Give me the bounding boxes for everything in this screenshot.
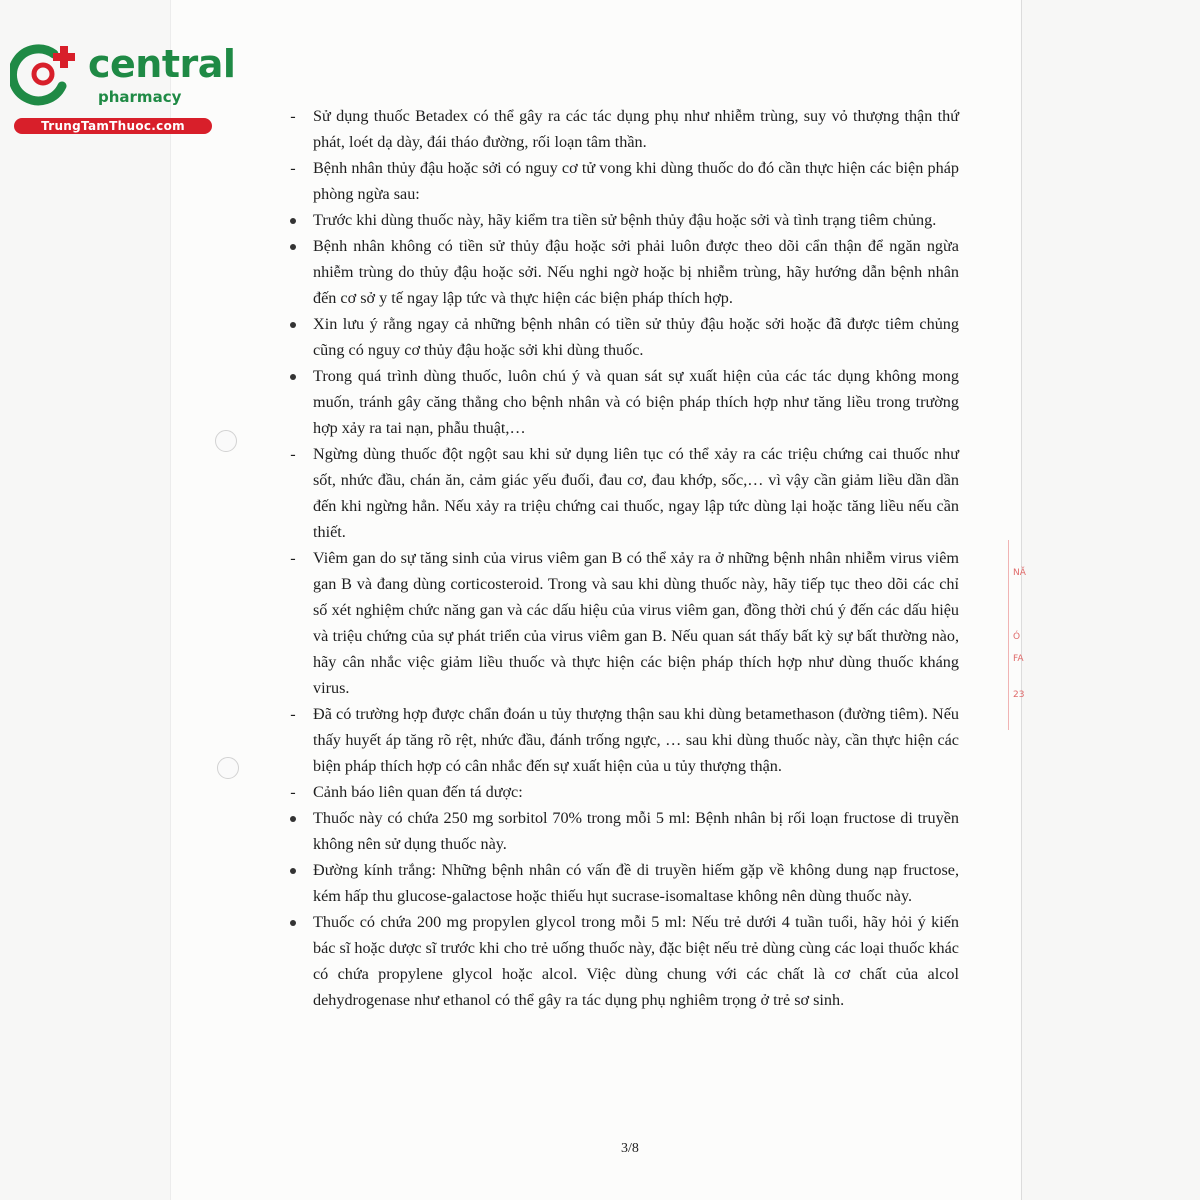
list-item <box>283 701 959 779</box>
bullet-dot-icon <box>290 374 296 380</box>
list-item-text: Đã có trường hợp được chẩn đoán u tủy thượng thận sau khi dùng betamethason (đường tiêm). Nếu thấy huyết áp tăng rõ rệt, nhức đầu, đánh trống ngực, … sau khi dùng thuốc này, cần thực hiện các biện pháp thích hợp có cân nhắc đến sự xuất hiện của u tủy thượng thận. <box>313 705 959 775</box>
list-item-text: Đường kính trắng: Những bệnh nhân có vấn đề di truyền hiếm gặp về không dung nạp fructose, kém hấp thu glucose-galactose hoặc thiếu hụt sucrase-isomaltase không nên dùng thuốc này. <box>313 861 959 905</box>
bullet-marker <box>283 207 303 233</box>
brand-name: central <box>88 42 236 86</box>
document-body <box>283 103 959 1013</box>
dash-marker: - <box>290 783 296 801</box>
list-item <box>283 311 959 363</box>
list-item-text: Bệnh nhân không có tiền sử thủy đậu hoặc sởi phải luôn được theo dõi cẩn thận để ngăn ngừa nhiễm trùng do thủy đậu hoặc sởi. Nếu nghi ngờ hoặc bị nhiễm trùng, hãy hướng dẫn bệnh nhân đến cơ sở y tế ngay lập tức và thực hiện các biện pháp thích hợp. <box>313 237 959 307</box>
list-item-text: Xin lưu ý rằng ngay cả những bệnh nhân có tiền sử thủy đậu hoặc sởi hoặc đã được tiêm chủng cũng có nguy cơ thủy đậu hoặc sởi khi dùng thuốc. <box>313 315 959 359</box>
list-item-text: Trong quá trình dùng thuốc, luôn chú ý và quan sát sự xuất hiện của các tác dụng không mong muốn, tránh gây căng thẳng cho bệnh nhân và có biện pháp thích hợp như tăng liều trong trường hợp xảy ra tai nạn, phẫu thuật,… <box>313 367 959 437</box>
bullet-marker <box>283 363 303 389</box>
bullet-dot-icon <box>290 244 296 250</box>
page-number: 3/8 <box>621 1141 639 1156</box>
bullet-marker <box>283 805 303 831</box>
binder-hole-top <box>215 430 237 452</box>
bullet-dot-icon <box>290 322 296 328</box>
dash-marker: - <box>290 549 296 567</box>
bullet-marker <box>283 909 303 935</box>
pharmacy-cross-logo-icon <box>10 40 80 106</box>
list-item <box>283 909 959 1013</box>
bullet-dot-icon <box>290 218 296 224</box>
list-item-text: Trước khi dùng thuốc này, hãy kiểm tra tiền sử bệnh thủy đậu hoặc sởi và tình trạng tiêm chủng. <box>313 211 937 229</box>
dash-marker: - <box>290 445 296 463</box>
list-item-text: Cảnh báo liên quan đến tá dược: <box>313 783 523 801</box>
binder-hole-bottom <box>217 757 239 779</box>
brand-subtitle: pharmacy <box>98 88 182 106</box>
bullet-marker <box>283 233 303 259</box>
list-item <box>283 207 959 233</box>
list-item <box>283 545 959 701</box>
list-item <box>283 441 959 545</box>
dash-marker: - <box>290 107 296 125</box>
list-item <box>283 103 959 155</box>
list-item-text: Thuốc này có chứa 250 mg sorbitol 70% trong mỗi 5 ml: Bệnh nhân bị rối loạn fructose di truyền không nên sử dụng thuốc này. <box>313 809 959 853</box>
site-url-badge: TrungTamThuoc.com <box>14 118 212 134</box>
list-item-text: Thuốc có chứa 200 mg propylen glycol trong mỗi 5 ml: Nếu trẻ dưới 4 tuần tuổi, hãy hỏi ý kiến bác sĩ hoặc dược sĩ trước khi cho trẻ uống thuốc này, đặc biệt nếu trẻ dùng cùng các loại thuốc khác có chứa propylene glycol hoặc alcol. Việc dùng chung với các chất là cơ chất của alcol dehydrogenase như ethanol có thể gây ra tác dụng phụ nghiêm trọng ở trẻ sơ sinh. <box>313 913 959 1009</box>
dash-marker: - <box>290 159 296 177</box>
dash-marker: - <box>290 705 296 723</box>
list-item <box>283 233 959 311</box>
list-item <box>283 805 959 857</box>
list-item <box>283 779 959 805</box>
list-item <box>283 857 959 909</box>
bullet-dot-icon <box>290 816 296 822</box>
list-item-text: Sử dụng thuốc Betadex có thể gây ra các tác dụng phụ như nhiễm trùng, suy vỏ thượng thận thứ phát, loét dạ dày, đái tháo đường, rối loạn tâm thần. <box>313 107 959 151</box>
bullet-marker <box>283 857 303 883</box>
list-item-text: Viêm gan do sự tăng sinh của virus viêm gan B có thể xảy ra ở những bệnh nhân nhiễm virus viêm gan B và đang dùng corticosteroid. Trong và sau khi dùng thuốc này, hãy tiếp tục theo dõi các chỉ số xét nghiệm chức năng gan và các dấu hiệu của virus viêm gan, đồng thời chú ý đến các dấu hiệu và triệu chứng của sự phát triển của virus viêm gan B. Nếu quan sát thấy bất kỳ sự bất thường nào, hãy cân nhắc việc giảm liều thuốc và thực hiện các biện pháp thích hợp như dùng thuốc kháng virus. <box>313 549 959 697</box>
list-item <box>283 155 959 207</box>
bullet-dot-icon <box>290 920 296 926</box>
bullet-dot-icon <box>290 868 296 874</box>
list-item-text: Bệnh nhân thủy đậu hoặc sởi có nguy cơ tử vong khi dùng thuốc do đó cần thực hiện các biện pháp phòng ngừa sau: <box>313 159 959 203</box>
list-item <box>283 363 959 441</box>
list-item-text: Ngừng dùng thuốc đột ngột sau khi sử dụng liên tục có thể xảy ra các triệu chứng cai thuốc như sốt, nhức đầu, chán ăn, cảm giác yếu đuối, đau cơ, đau khớp, sốc,… vì vậy cần giảm liều dần dần đến khi ngừng hẳn. Nếu xảy ra triệu chứng cai thuốc, ngay lập tức dùng lại hoặc tăng liều nếu cần thiết. <box>313 445 959 541</box>
bullet-marker <box>283 311 303 337</box>
red-stamp-fragment: NĂ Ó FA 23 <box>1008 540 1027 730</box>
central-pharmacy-logo <box>10 36 236 136</box>
